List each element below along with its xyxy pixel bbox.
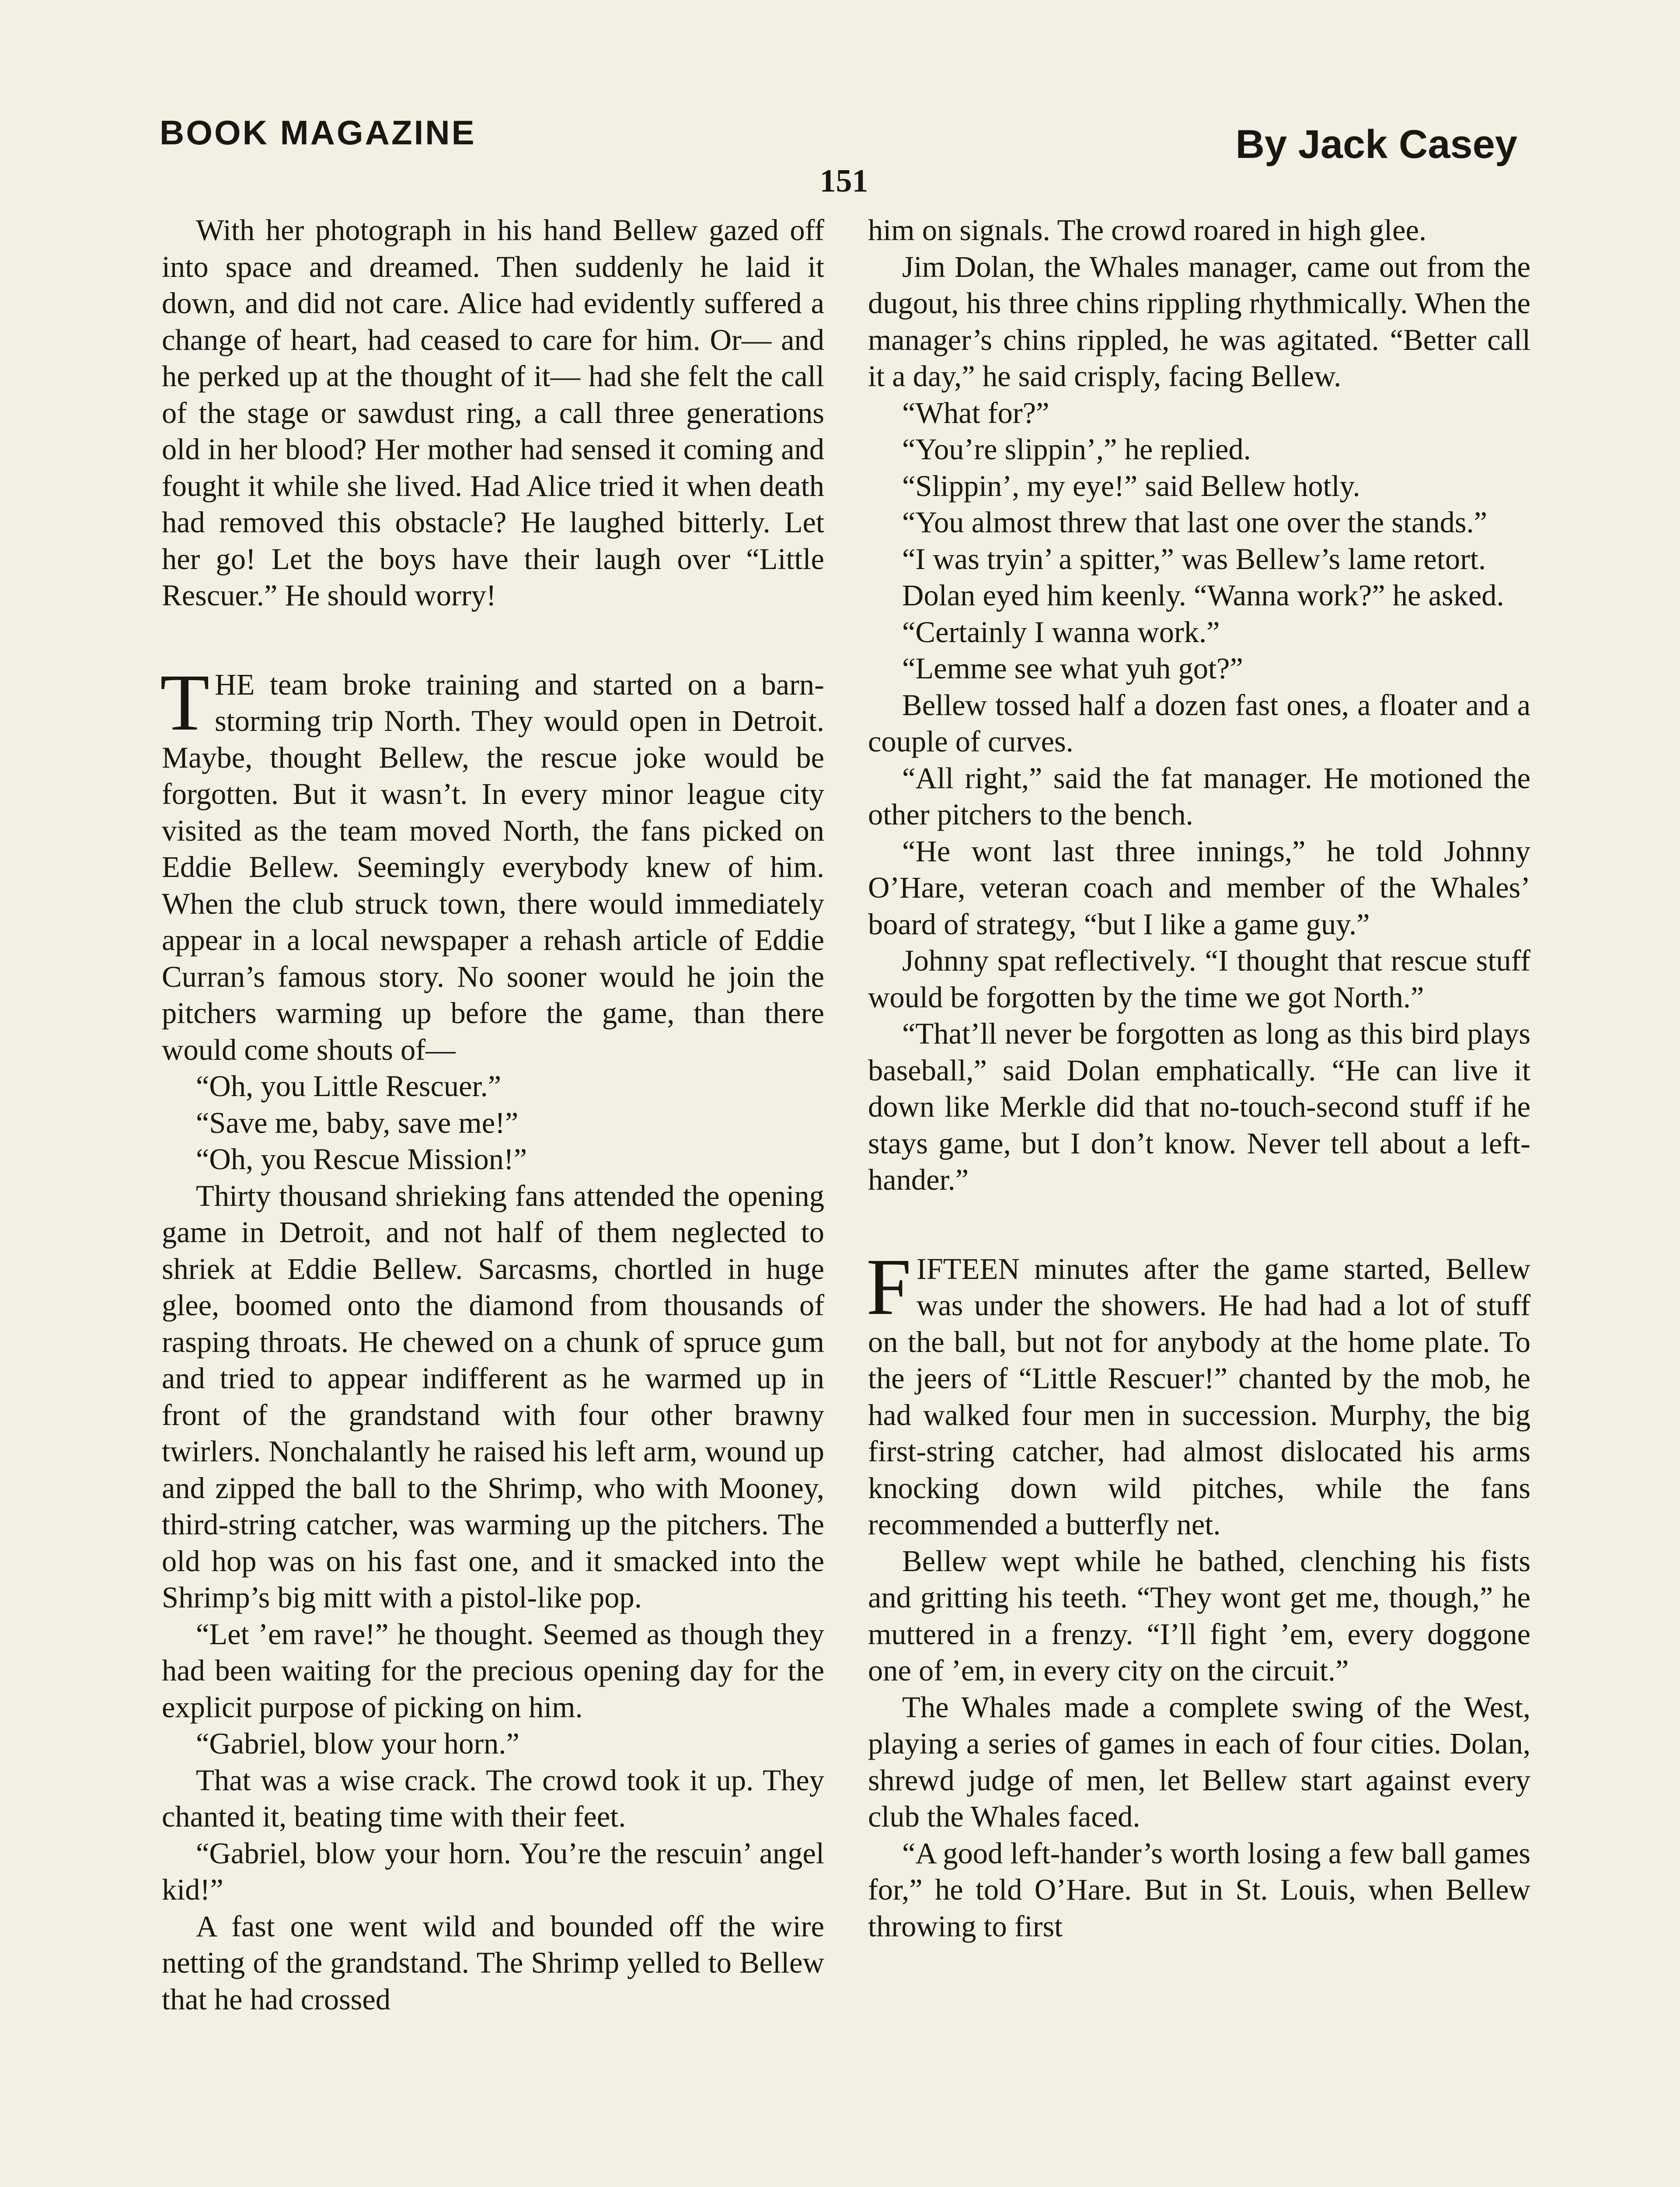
paragraph — [868, 504, 1530, 541]
paragraph-text: “You almost threw that last one over the stands.” — [902, 506, 1488, 539]
paragraph-text: Dolan eyed him keenly. “Wanna work?” he asked. — [902, 579, 1504, 612]
paragraph — [868, 249, 1530, 395]
paragraph-text: “Certainly I wanna work.” — [902, 615, 1220, 649]
paragraph-text: “You’re slippin’,” he replied. — [902, 433, 1251, 466]
paragraph — [868, 687, 1530, 760]
paragraph-text: IFTEEN minutes after the game started, Bellew was under the showers. He had had a lot of stuff on the ball, but not for anybody at the home plate. To the jeers of “Little Rescuer!” chanted by the mob, he had walked four men in succession. Murphy, the big first-string catcher, had almost dislocated his arms knocking down wild pitches, while the fans recommended a butterfly net. — [868, 1252, 1530, 1541]
magazine-title: BOOK MAGAZINE — [160, 113, 476, 152]
paragraph-text: Bellew tossed half a dozen fast ones, a floater and a couple of curves. — [868, 688, 1530, 758]
paragraph — [162, 1762, 824, 1835]
paragraph-text: “Lemme see what yuh got?” — [902, 652, 1243, 685]
page-number: 151 — [819, 163, 868, 199]
paragraph — [868, 1543, 1530, 1689]
paragraph — [160, 657, 824, 1069]
paragraph — [868, 1835, 1530, 1945]
left-text-column — [162, 212, 824, 2018]
paragraph-text: “A good left-hander’s worth losing a few ball games for,” he told O’Hare. But in St. Louis, when Bellew throwing to first — [868, 1836, 1530, 1943]
paragraph-text: “That’ll never be forgotten as long as this bird plays baseball,” said Dolan emphatically. “He can live it down like Merkle did that no-touch-second stuff if he stays game, but I don’t know. Never tell about a left-hander.” — [868, 1017, 1530, 1196]
paragraph — [162, 1178, 824, 1616]
paragraph — [162, 1105, 824, 1142]
paragraph-text: Jim Dolan, the Whales manager, came out from the dugout, his three chins rippling rhythmically. When the manager’s chins rippled, he was agitated. “Better call it a day,” he said crisply, facing Bellew. — [868, 250, 1530, 393]
paragraph-text: A fast one went wild and bounded off the wire netting of the grandstand. The Shrimp yelled to Bellew that he had crossed — [162, 1909, 824, 2016]
paragraph — [162, 1616, 824, 1726]
paragraph-text: “Save me, baby, save me!” — [196, 1106, 519, 1139]
paragraph — [868, 1016, 1530, 1198]
paragraph-text: Thirty thousand shrieking fans attended the opening game in Detroit, and not half of them neglected to shriek at Eddie Bellew. Sarcasms, chortled in huge glee, boomed onto the diamond from thousands of rasping throats. He chewed on a chunk of spruce gum and tried to appear indifferent as he warmed up in front of the grandstand with four other brawny twirlers. Nonchalantly he raised his left arm, wound up and zipped the ball to the Shrimp, who with Mooney, third-string catcher, was warming up the pitchers. The old hop was on his fast one, and it smacked into the Shrimp’s big mitt with a pistol-like pop. — [162, 1179, 824, 1614]
paragraph-text: With her photograph in his hand Bellew gazed off into space and dreamed. Then suddenly he laid it down, and did not care. Alice had evidently suffered a change of heart, had ceased to care for him. Or— and he perked up at the thought of it— had she felt the call of the stage or sawdust ring, a call three generations old in her blood? Her mother had sensed it coming and fought it while she lived. Had Alice tried it when death had removed this obstacle? He laughed bitterly. Let her go! Let the boys have their laugh over “Little Rescuer.” He should worry! — [162, 213, 824, 612]
paragraph-text: “Let ’em rave!” he thought. Seemed as though they had been waiting for the precious opening day for the explicit purpose of picking on him. — [162, 1617, 824, 1724]
author-byline: By Jack Casey — [1235, 122, 1517, 167]
paragraph — [162, 1141, 824, 1178]
paragraph-text: “Oh, you Little Rescuer.” — [196, 1069, 502, 1103]
drop-cap: F — [866, 1242, 911, 1332]
paragraph — [868, 650, 1530, 687]
paragraph — [868, 468, 1530, 505]
paragraph — [868, 431, 1530, 468]
paragraph-text: “Oh, you Rescue Mission!” — [196, 1142, 527, 1176]
paragraph-text: HE team broke training and started on a barn-storming trip North. They would open in Detroit. Maybe, thought Bellew, the rescue joke would be forgotten. But it wasn’t. In every minor league city visited as the team moved North, the fans picked on Eddie Bellew. Seemingly everybody knew of him. When the club struck town, there would immediately appear in a local newspaper a rehash article of Eddie Curran’s famous story. No sooner would he join the pitchers warming up before the game, than there would come shouts of— — [162, 667, 824, 1066]
paragraph — [868, 212, 1530, 249]
paragraph-text: Bellew wept while he bathed, clenching his fists and gritting his teeth. “They wont get me, though,” he muttered in a frenzy. “I’ll fight ’em, every doggone one of ’em, in every city on the circuit.” — [868, 1544, 1530, 1687]
paragraph-text: That was a wise crack. The crowd took it up. They chanted it, beating time with their feet. — [162, 1763, 824, 1833]
paragraph-text: “All right,” said the fat manager. He motioned the other pitchers to the bench. — [868, 761, 1530, 831]
paragraph-text: The Whales made a complete swing of the West, playing a series of games in each of four cities. Dolan, shrewd judge of men, let Bellew start against every club the Whales faced. — [868, 1690, 1530, 1833]
paragraph — [162, 1726, 824, 1762]
paragraph — [868, 1689, 1530, 1835]
paragraph-text: “Slippin’, my eye!” said Bellew hotly. — [902, 469, 1360, 503]
paragraph-text: “What for?” — [902, 396, 1049, 430]
drop-cap: T — [160, 657, 210, 748]
paragraph-text: “I was tryin’ a spitter,” was Bellew’s lame retort. — [902, 542, 1486, 576]
paragraph — [162, 1068, 824, 1105]
paragraph — [162, 1908, 824, 2018]
paragraph-text: “Gabriel, blow your horn. You’re the rescuin’ angel kid!” — [162, 1836, 824, 1906]
paragraph-text: Johnny spat reflectively. “I thought that rescue stuff would be forgotten by the time we got North.” — [868, 944, 1530, 1014]
paragraph — [868, 541, 1530, 578]
right-text-column — [868, 212, 1530, 1945]
paragraph — [868, 833, 1530, 943]
paragraph — [868, 760, 1530, 833]
paragraph — [162, 1835, 824, 1908]
paragraph — [866, 1242, 1530, 1543]
paragraph — [868, 395, 1530, 432]
paragraph-text: “He wont last three innings,” he told Johnny O’Hare, veteran coach and member of the Whales’ board of strategy, “but I like a game guy.” — [868, 834, 1530, 941]
paragraph — [162, 212, 824, 614]
paragraph — [868, 614, 1530, 651]
paragraph — [868, 943, 1530, 1016]
paragraph-text: him on signals. The crowd roared in high glee. — [868, 213, 1427, 247]
paragraph-text: “Gabriel, blow your horn.” — [196, 1727, 519, 1760]
paragraph — [868, 577, 1530, 614]
